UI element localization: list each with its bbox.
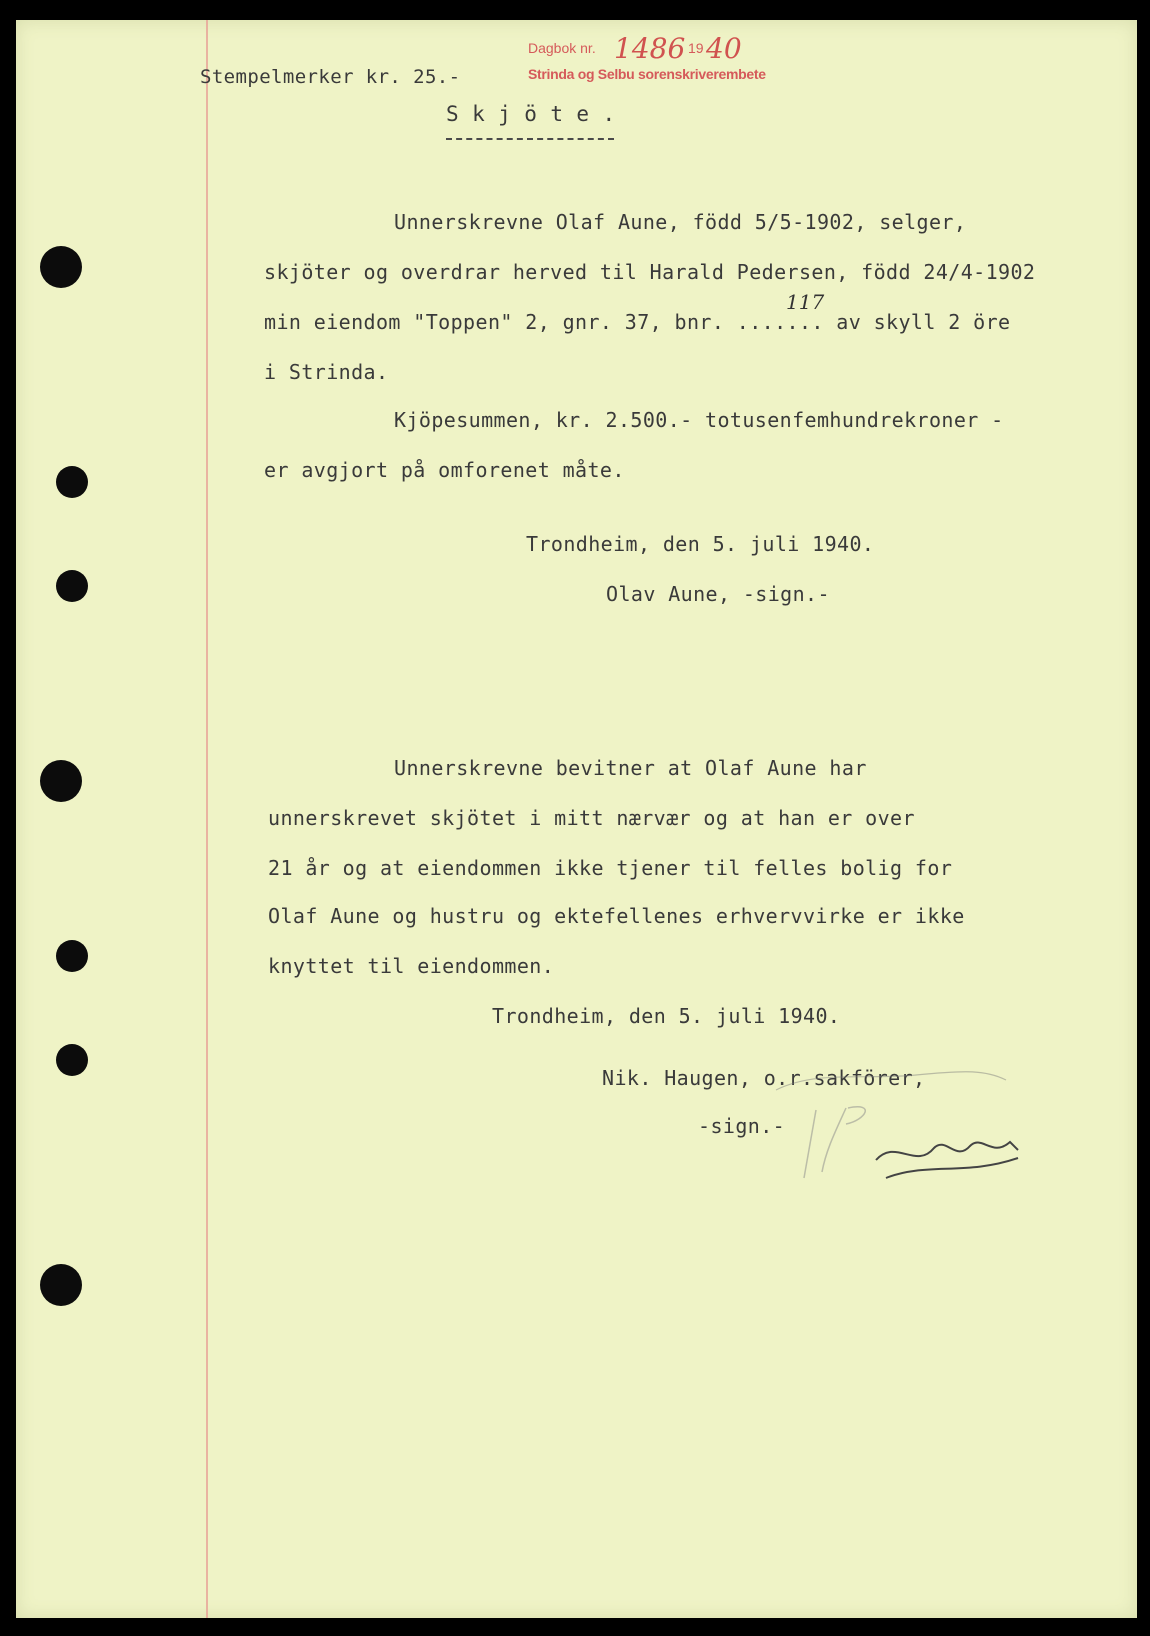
dagbok-stamp-label: Dagbok nr. xyxy=(528,40,596,56)
dagbok-number: 1486 xyxy=(614,32,686,65)
deed-line: min eiendom "Toppen" 2, gnr. 37, bnr. ....... av skyll 2 öre xyxy=(264,310,1011,334)
office-stamp: Strinda og Selbu sorenskriverembete xyxy=(528,66,766,82)
document-page xyxy=(16,20,1137,1618)
witness-sign: -sign.- xyxy=(698,1114,786,1138)
punch-hole xyxy=(40,760,82,802)
page-title: S k j ö t e . xyxy=(446,102,616,126)
bnr-handwritten: 117 xyxy=(786,290,825,314)
deed-place-date: Trondheim, den 5. juli 1940. xyxy=(526,532,875,556)
deed-signed-by: Olav Aune, -sign.- xyxy=(606,582,830,606)
punch-hole xyxy=(56,1044,88,1076)
witness-line: Olaf Aune og hustru og ektefellenes erhvervvirke er ikke xyxy=(268,904,965,928)
margin-line xyxy=(206,20,208,1618)
witness-signer: Nik. Haugen, o.r.sakförer, xyxy=(602,1066,926,1090)
witness-line: 21 år og at eiendommen ikke tjener til felles bolig for xyxy=(268,856,953,880)
dagbok-year-suffix: 40 xyxy=(706,32,742,65)
witness-line: Unnerskrevne bevitner at Olaf Aune har xyxy=(394,756,867,780)
punch-hole xyxy=(56,570,88,602)
punch-hole xyxy=(40,246,82,288)
dagbok-year-prefix: 19 xyxy=(688,40,704,56)
deed-line: Unnerskrevne Olaf Aune, född 5/5-1902, selger, xyxy=(394,210,967,234)
deed-line: i Strinda. xyxy=(264,360,389,384)
punch-hole xyxy=(40,1264,82,1306)
handwritten-signature xyxy=(756,1050,1056,1190)
stempelmerker: Stempelmerker kr. 25.- xyxy=(200,66,461,88)
deed-line: skjöter og overdrar herved til Harald Pedersen, född 24/4-1902 xyxy=(264,260,1036,284)
witness-place-date: Trondheim, den 5. juli 1940. xyxy=(492,1004,841,1028)
punch-hole xyxy=(56,466,88,498)
deed-line: Kjöpesummen, kr. 2.500.- totusenfemhundrekroner - xyxy=(394,408,1004,432)
deed-line: er avgjort på omforenet måte. xyxy=(264,458,625,482)
title-underline xyxy=(446,138,614,140)
punch-hole xyxy=(56,940,88,972)
witness-line: knyttet til eiendommen. xyxy=(268,954,555,978)
witness-line: unnerskrevet skjötet i mitt nærvær og at han er over xyxy=(268,806,915,830)
